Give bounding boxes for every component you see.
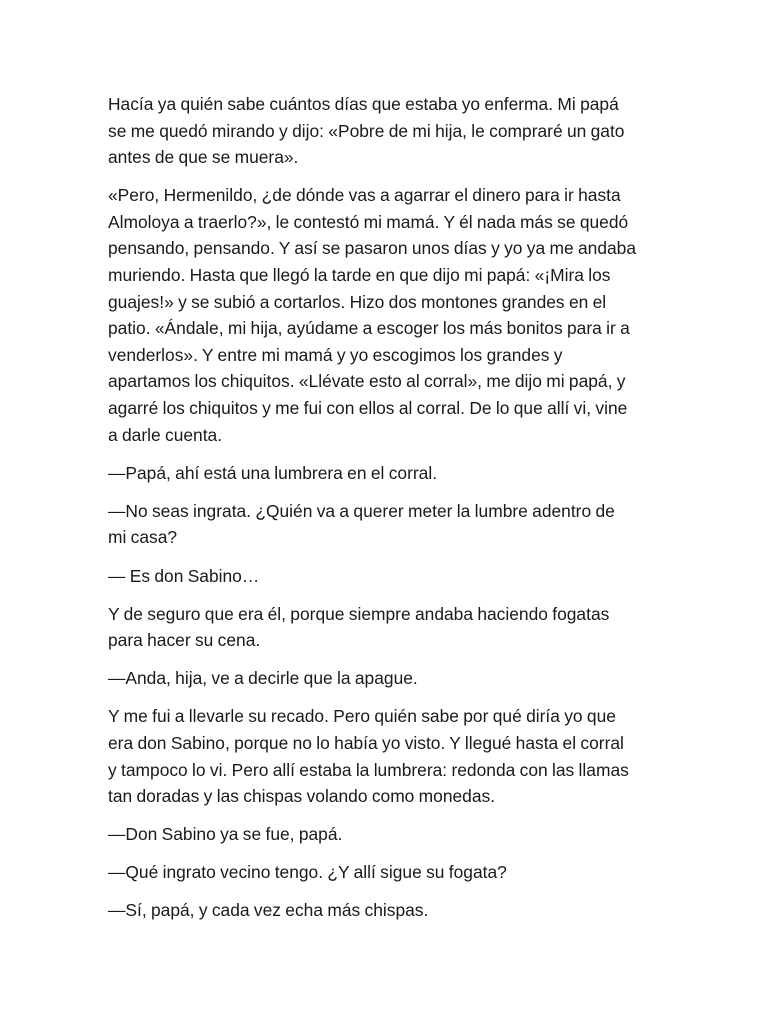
dialogue-line: —Don Sabino ya se fue, papá. bbox=[108, 824, 343, 845]
dialogue-line: —Anda, hija, ve a decirle que la apague. bbox=[108, 668, 418, 689]
paragraph: «Pero, Hermenildo, ¿de dónde vas a agarrar el dinero para ir hasta Almoloya a traerlo?», le contestó mi mamá. Y él nada más se quedó pensando, pensando. Y así se pasaron unos días y yo ya me andaba muriendo. Hasta que llegó la tarde en que dijo mi papá: «¡Mira los guajes!» y se subió a cortarlos. Hizo dos montones grandes en el patio. «Ándale, mi hija, ayúdame a escoger los más bonitos para ir a venderlos». Y entre mi mamá y yo escogimos los grandes y apartamos los chiquitos. «Llévate esto al corral», me dijo mi papá, y agarré los chiquitos y me fui con ellos al corral. De lo que allí vi, vine a darle cuenta. bbox=[108, 185, 637, 445]
paragraph: Y de seguro que era él, porque siempre andaba haciendo fogatas para hacer su cena. bbox=[108, 603, 610, 651]
dialogue-line: — Es don Sabino… bbox=[108, 565, 260, 586]
dialogue-line: —No seas ingrata. ¿Quién va a querer meter la lumbre adentro de mi casa? bbox=[108, 500, 615, 548]
paragraph: Y me fui a llevarle su recado. Pero quién sabe por qué diría yo que era don Sabino, porque no lo había yo visto. Y llegué hasta el corral y tampoco lo vi. Pero allí estaba la lumbrera: redonda con las llamas tan doradas y las chispas volando como monedas. bbox=[108, 706, 629, 807]
dialogue-line: —Qué ingrato vecino tengo. ¿Y allí sigue su fogata? bbox=[108, 862, 507, 883]
dialogue-line: —Sí, papá, y cada vez echa más chispas. bbox=[108, 900, 429, 921]
paragraph: Hacía ya quién sabe cuántos días que estaba yo enferma. Mi papá se me quedó mirando y dijo: «Pobre de mi hija, le compraré un gato antes de que se muera». bbox=[108, 94, 625, 168]
document-body bbox=[108, 91, 670, 936]
dialogue-line: —Papá, ahí está una lumbrera en el corral. bbox=[108, 462, 438, 483]
